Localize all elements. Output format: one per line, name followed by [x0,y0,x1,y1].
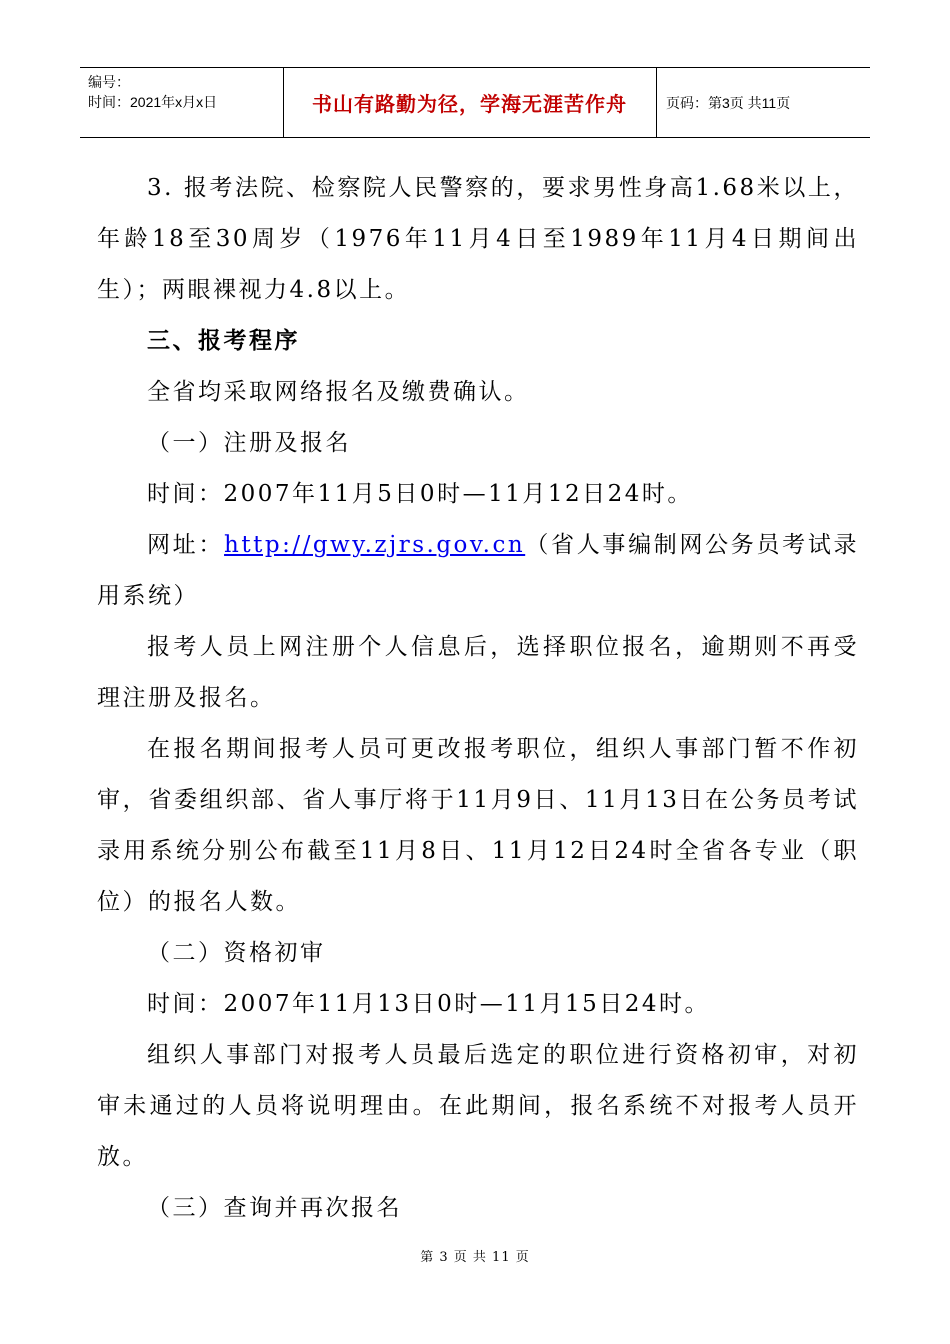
paragraph: 在报名期间报考人员可更改报考职位，组织人事部门暂不作初审，省委组织部、省人事厅将于11月9日、11月13日在公务员考试录用系统分别公布截至11月8日、11月12日24时全省各专业（职位）的报名人数。 [97,736,859,915]
paragraph: 3. 报考法院、检察院人民警察的，要求男性身高1.68米以上，年龄18至30周岁（1976年11月4日至1989年11月4日期间出生）；两眼裸视力4.8以上。 [97,175,859,303]
website-desc: （省人事编制网公务员考试录用系统） [97,532,860,609]
website-link[interactable]: http://gwy.zjrs.gov.cn [224,532,526,558]
number-label: 编号： [88,74,130,90]
subsection-heading: （一）注册及报名 [147,430,351,456]
paragraph: 时间：2007年11月5日0时—11月12日24时。 [147,481,693,507]
subsection-heading: （二）资格初审 [147,940,326,966]
time-label: 时间：2021年x月x日 [88,94,218,110]
paragraph: 组织人事部门对报考人员最后选定的职位进行资格初审，对初审未通过的人员将说明理由。在此期间，报名系统不对报考人员开放。 [97,1042,859,1170]
page-footer: 第 3 页 共 11 页 [420,1250,530,1265]
website-paragraph [97,520,859,622]
subsection-heading: （三）查询并再次报名 [147,1195,402,1221]
header-divider [656,68,657,137]
page-header [80,67,870,138]
document-body [97,163,859,1234]
paragraph: 时间：2007年11月13日0时—11月15日24时。 [147,991,710,1017]
paragraph: 全省均采取网络报名及缴费确认。 [147,379,530,405]
website-label: 网址： [147,532,225,558]
header-page-info: 页码：第3页 共11页 [666,94,791,111]
section-heading: 三、报考程序 [147,328,300,354]
header-motto: 书山有路勤为径，学海无涯苦作舟 [312,94,627,116]
header-meta [88,72,217,112]
paragraph: 报考人员上网注册个人信息后，选择职位报名，逾期则不再受理注册及报名。 [97,634,859,711]
